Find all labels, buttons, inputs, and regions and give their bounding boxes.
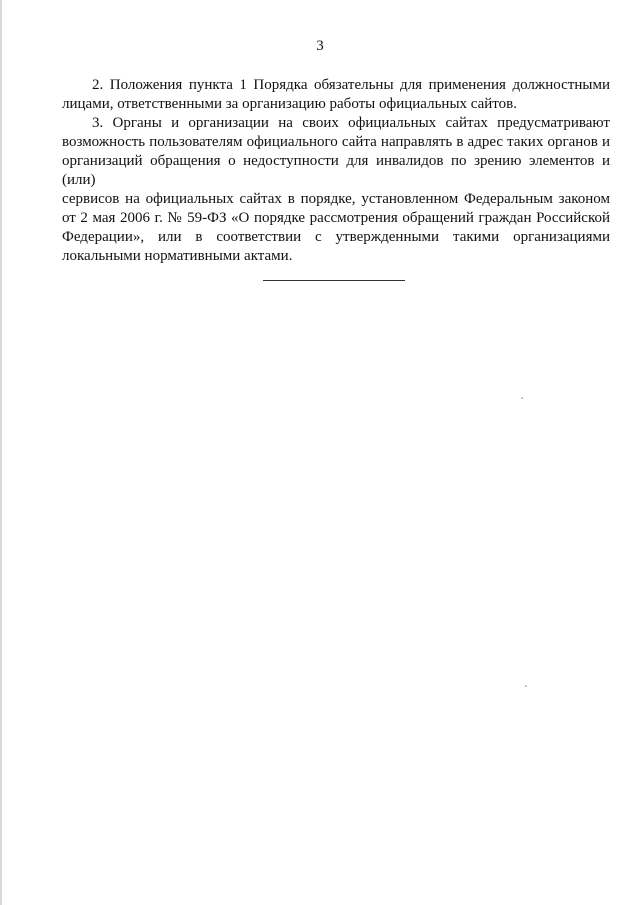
text-line: 3. Органы и организации на своих официальных сайтах предусматривают xyxy=(92,115,610,131)
paragraph-3 xyxy=(62,114,610,266)
text-line: локальными нормативными актами. xyxy=(62,248,293,264)
scan-speck xyxy=(521,397,523,399)
text-line: организаций обращения о недоступности для инвалидов по зрению элементов и (или) xyxy=(62,153,610,188)
text-line: Федерации», или в соответствии с утвержденными такими организациями xyxy=(62,229,610,245)
text-line: от 2 мая 2006 г. № 59-ФЗ «О порядке рассмотрения обращений граждан Российской xyxy=(62,210,610,226)
separator-line xyxy=(263,280,405,281)
page-number: 3 xyxy=(316,38,324,54)
text-line: сервисов на официальных сайтах в порядке, установленном Федеральным законом xyxy=(62,191,610,207)
paragraph-2 xyxy=(62,76,610,114)
scan-speck xyxy=(525,685,527,687)
scan-edge xyxy=(0,0,2,905)
document-body xyxy=(62,76,610,266)
text-line: лицами, ответственными за организацию работы официальных сайтов. xyxy=(62,96,517,112)
text-line: возможность пользователям официального сайта направлять в адрес таких органов и xyxy=(62,134,610,150)
text-line: 2. Положения пункта 1 Порядка обязательны для применения должностными xyxy=(92,77,610,93)
